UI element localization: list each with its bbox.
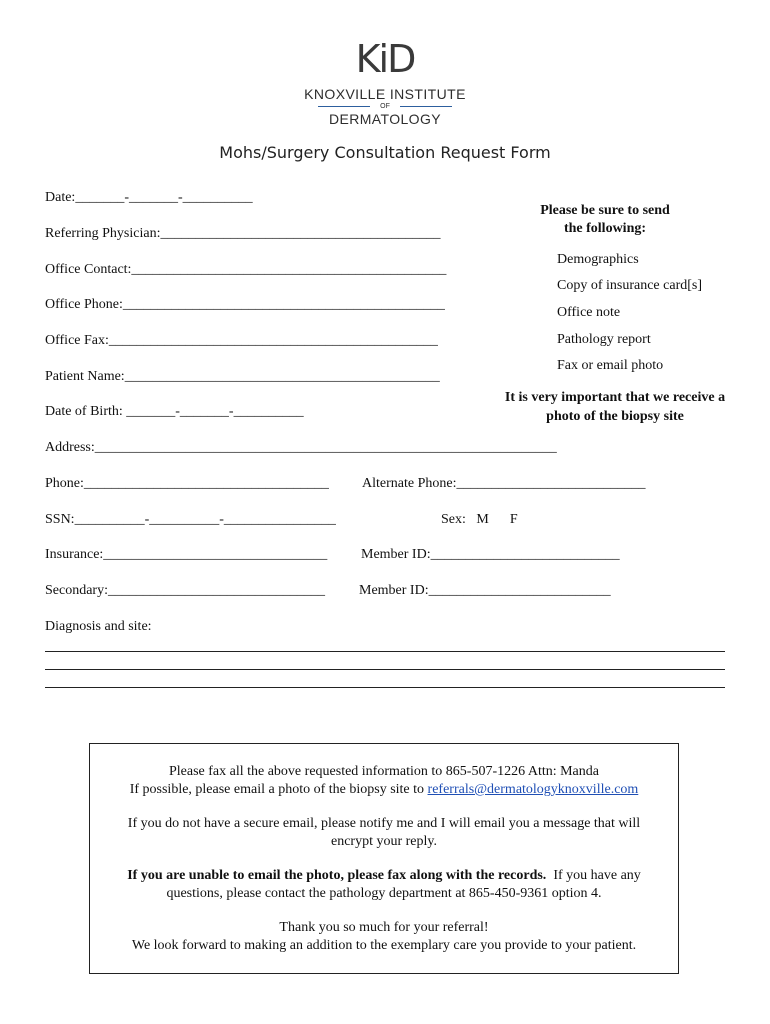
form-title: Mohs/Surgery Consultation Request Form (219, 143, 551, 162)
send-item: Demographics (557, 252, 639, 267)
unable-note-bold: If you are unable to email the photo, please fax along with the records. (127, 868, 547, 883)
address-field[interactable]: Address:__________________________________________________________________ (45, 440, 557, 455)
diagnosis-line[interactable] (45, 651, 725, 652)
alternate-phone-field[interactable]: Alternate Phone:___________________________ (362, 476, 646, 491)
important-note: It is very important that we receive a (504, 390, 726, 405)
fax-instruction: Please fax all the above requested information to 865-507-1226 Attn: Manda (168, 764, 599, 779)
notice-box (89, 743, 679, 974)
date-field[interactable]: Date:_______-_______-__________ (45, 190, 253, 205)
email-instruction (90, 781, 678, 799)
diagnosis-label: Diagnosis and site: (45, 619, 152, 634)
email-instruction-text: If possible, please email a photo of the biopsy site to (129, 782, 428, 797)
unable-note-rest: If you have any (546, 868, 641, 883)
dob-field[interactable]: Date of Birth: _______-_______-__________ (45, 404, 304, 419)
member-id-field[interactable]: Member ID:___________________________ (361, 547, 620, 562)
important-note-2: photo of the biopsy site (546, 409, 684, 424)
sex-field[interactable]: Sex: M F (441, 512, 518, 527)
email-link[interactable]: referrals@dermatologyknoxville.com (427, 782, 639, 797)
secondary-insurance-field[interactable]: Secondary:_______________________________ (45, 583, 325, 598)
office-contact-field[interactable]: Office Contact:_____________________________________________ (45, 262, 447, 277)
diagnosis-line[interactable] (45, 687, 725, 688)
secondary-member-id-field[interactable]: Member ID:__________________________ (359, 583, 611, 598)
secure-email-note: If you do not have a secure email, please notify me and I will email you a message that will (127, 816, 641, 831)
send-item: Office note (557, 305, 621, 320)
phone-field[interactable]: Phone:___________________________________ (45, 476, 329, 491)
logo-line1: KNOXVILLE INSTITUTE (304, 86, 466, 102)
logo (0, 37, 770, 127)
diagnosis-line[interactable] (45, 669, 725, 670)
send-item: Fax or email photo (557, 358, 664, 373)
logo-of: OF (0, 102, 770, 111)
send-heading: Please be sure to send (540, 203, 670, 218)
insurance-field[interactable]: Insurance:________________________________ (45, 547, 328, 562)
ssn-field[interactable]: SSN:__________-__________-________________ (45, 512, 336, 527)
unable-note (90, 867, 678, 885)
logo-line2: DERMATOLOGY (328, 111, 441, 127)
thanks-line: Thank you so much for your referral! (279, 920, 489, 935)
closing-line: We look forward to making an addition to the exemplary care you provide to your patient. (131, 938, 637, 953)
send-item: Copy of insurance card[s] (557, 278, 703, 293)
office-phone-field[interactable]: Office Phone:______________________________________________ (45, 297, 445, 312)
referring-physician-field[interactable]: Referring Physician:________________________________________ (45, 226, 441, 241)
send-heading-2: the following: (563, 221, 647, 236)
office-fax-field[interactable]: Office Fax:_______________________________________________ (45, 333, 438, 348)
secure-email-note-2: encrypt your reply. (331, 834, 437, 849)
logo-mark: KiD (355, 37, 415, 81)
pathology-contact: questions, please contact the pathology department at 865-450-9361 option 4. (166, 886, 602, 901)
patient-name-field[interactable]: Patient Name:_____________________________________________ (45, 369, 440, 384)
send-item: Pathology report (557, 332, 651, 347)
